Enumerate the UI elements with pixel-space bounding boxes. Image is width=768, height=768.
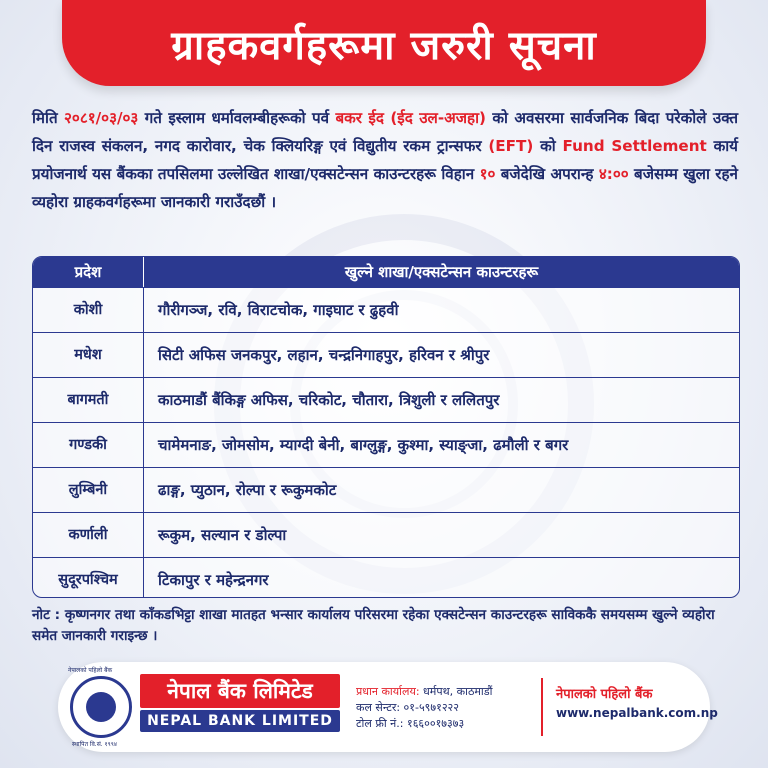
notice-text: को [533, 137, 563, 155]
province-cell: लुम्बिनी [33, 468, 144, 512]
notice-fund-settlement: Fund Settlement [562, 137, 707, 155]
province-cell: मधेश [33, 333, 144, 377]
notice-paragraph [32, 104, 738, 216]
website-link[interactable]: www.nepalbank.com.np [556, 706, 718, 720]
footnote: नोट : कृष्णनगर तथा काँकडभिट्टा शाखा मातहत भन्सार कार्यालय परिसरमा रहेका एक्सटेन्सन काउन्टरहरू साविककै समयसम्म खुल्ने व्यहोरा समेत जानकारी गराइन्छ । [32, 607, 715, 644]
head-office [356, 684, 493, 700]
branches-cell: टिकापुर र महेन्द्रनगर [158, 571, 269, 589]
notice-text: को अवसरमा सार्वजनिक बिदा परेकोले उक्त दिन राजस्व संकलन, नगद कारोवार, चेक क्लियरिङ्ग एवं विद्युतीय रकम ट्रान्सफर [32, 109, 738, 155]
contact-info [356, 684, 493, 732]
call-center: कल सेन्टर: ०१-५९७१२२२ [356, 701, 459, 714]
branches-cell: रूकुम, सल्यान र डोल्पा [158, 526, 287, 544]
bank-slogan: नेपालको पहिलो बैंक [556, 687, 653, 702]
branches-cell: गौरीगञ्ज, रवि, विराटचोक, गाइघाट र ढुहवी [158, 301, 399, 319]
notice-text: बजेदेखि अपरान्ह [495, 165, 599, 183]
table-row [33, 467, 739, 512]
table-header [33, 257, 739, 287]
notice-text: गते इस्लाम धर्मावलम्बीहरूको पर्व [138, 109, 336, 127]
page-title: ग्राहकवर्गहरूमा जरुरी सूचना [171, 22, 597, 69]
toll-free: टोल फ्री नं.: १६६००१७३७३ [356, 717, 465, 730]
notice-start-time: १० [479, 165, 496, 183]
notice-festival: बकर ईद (ईद उल-अजहा) [335, 109, 486, 127]
brand-name-english: NEPAL BANK LIMITED [140, 710, 340, 732]
notice-eft: (EFT) [488, 137, 534, 155]
table-row [33, 512, 739, 557]
notice-text: मिति [32, 109, 65, 127]
bank-seal-icon [70, 676, 132, 738]
branches-cell: चामेमनाङ, जोमसोम, म्याग्दी बेनी, बाग्लुङ्ग, कुश्मा, स्याङ्जा, ढमौली र बगर [158, 436, 569, 454]
province-cell: कर्णाली [33, 513, 144, 557]
logo-tagline: नेपालको पहिलो बैंक [68, 667, 113, 674]
branches-cell: काठमाडौं बैंकिङ्ग अफिस, चरिकोट, चौतारा, त्रिशुली र ललितपुर [158, 391, 500, 409]
header-branches: खुल्ने शाखा/एक्सटेन्सन काउन्टरहरू [344, 263, 539, 281]
table-row [33, 557, 739, 598]
head-office-value: धर्मपथ, काठमाडौं [419, 685, 493, 698]
table-row [33, 332, 739, 377]
table-row [33, 287, 739, 332]
province-cell: बागमती [33, 378, 144, 422]
notice-text: कार्य प्रयोजनार्थ यस बैंकका तपसिलमा उल्लेखित शाखा/एक्सटेन्सन काउन्टरहरू विहान [32, 137, 738, 183]
branches-cell: सिटी अफिस जनकपुर, लहान, चन्द्रनिगाहपुर, हरिवन र श्रीपुर [158, 346, 490, 364]
brand-name-nepali: नेपाल बैंक लिमिटेड [140, 674, 340, 708]
table-row [33, 422, 739, 467]
notice-text: बजेसम्म खुला रहने व्यहोरा ग्राहकवर्गहरूमा जानकारी गराउँदछौं । [32, 165, 738, 211]
notice-end-time: ४:०० [598, 165, 629, 183]
header-province: प्रदेश [33, 257, 144, 287]
table-row [33, 377, 739, 422]
footer-divider [541, 678, 543, 736]
branches-cell: ढाङ्ग, प्युठान, रोल्पा र रूकुमकोट [158, 481, 337, 499]
head-office-label: प्रधान कार्यालय: [356, 685, 420, 698]
province-cell: कोशी [33, 288, 144, 332]
logo-established: स्थापित वि.सं. १९९४ [72, 741, 118, 748]
notice-date: २०८१/०३/०३ [64, 109, 139, 127]
province-cell: सुदूरपश्चिम [33, 558, 144, 598]
branch-table [32, 256, 740, 598]
title-banner [62, 0, 706, 86]
province-cell: गण्डकी [33, 423, 144, 467]
footer-card [58, 662, 718, 752]
